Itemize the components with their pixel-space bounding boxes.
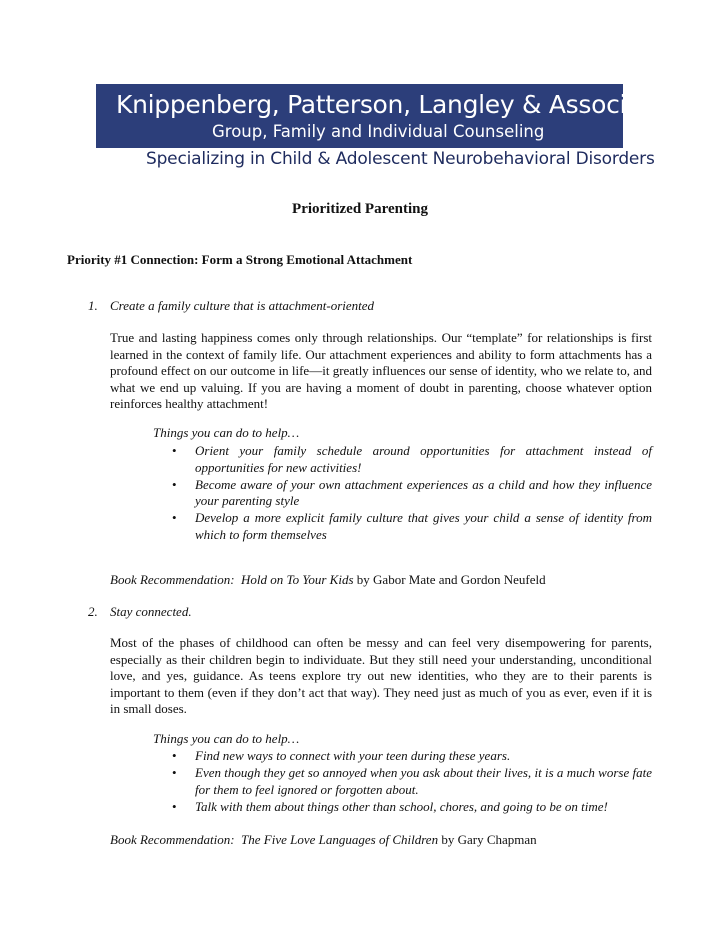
- firm-name: Knippenberg, Patterson, Langley & Associates: [116, 90, 679, 119]
- priority-heading: Priority #1 Connection: Form a Strong Emotional Attachment: [67, 252, 413, 267]
- list-item: • Develop a more explicit family culture that gives your child a sense of identity from which to form themselves: [172, 510, 652, 542]
- item-1-paragraph: True and lasting happiness comes only through relationships. Our “template” for relationships is first learned in the context of family life. Our attachment experiences and ability to form attachments has a profound effect on our outcome in life—it greatly influences our sense of identity, who we relate to, and what we end up valuing. If you are having a moment of doubt in parenting, choose whatever option reinforces healthy attachment!: [110, 330, 652, 411]
- item-2-number: 2.: [88, 604, 98, 619]
- firm-logo-banner: [96, 84, 679, 148]
- item-2-book-recommendation: [110, 832, 537, 848]
- firm-subtitle: Group, Family and Individual Counseling: [212, 122, 545, 141]
- list-item: • Find new ways to connect with your teen during these years.: [172, 748, 511, 763]
- bullet-icon: •: [172, 443, 177, 458]
- item-1-things-label: Things you can do to help…: [153, 425, 300, 440]
- item-1-bullet-list: [170, 443, 652, 544]
- item-2-things-label: Things you can do to help…: [153, 731, 300, 746]
- item-2-bullet-list: [170, 748, 652, 816]
- book-label: Book Recommendation:: [110, 832, 235, 847]
- book-title: The Five Love Languages of Children: [241, 832, 439, 847]
- item-2-heading: [88, 604, 192, 620]
- bullet-icon: •: [172, 798, 177, 814]
- item-1-book-recommendation: [110, 572, 546, 588]
- list-item: • Even though they get so annoyed when you ask about their lives, it is a much worse fate for them to feel ignored or forgotten about.: [172, 765, 652, 797]
- book-label: Book Recommendation:: [110, 572, 235, 587]
- item-1-number: 1.: [88, 298, 98, 313]
- bullet-icon: •: [172, 748, 177, 763]
- item-2-title: Stay connected.: [110, 604, 192, 619]
- list-item: • Become aware of your own attachment experiences as a child and how they influence your parenting style: [172, 476, 652, 508]
- item-1-title: Create a family culture that is attachment-oriented: [110, 298, 375, 313]
- list-item: • Orient your family schedule around opportunities for attachment instead of opportunities for new activities!: [172, 443, 652, 475]
- bullet-icon: •: [172, 765, 177, 780]
- bullet-icon: •: [172, 476, 177, 492]
- document-title: Prioritized Parenting: [292, 201, 428, 217]
- item-2-paragraph: Most of the phases of childhood can often be messy and can feel very disempowering for parents, especially as their children begin to individuate. But they still need your understanding, unconditional love, and yes, guidance. As teens explore try out new identities, who they are to their parents is important to them (even if they don’t act that way). They need just as much of you as ever, even if it is in small doses.: [110, 635, 652, 716]
- book-author: by Gary Chapman: [438, 832, 537, 847]
- book-author: by Gabor Mate and Gordon Neufeld: [353, 572, 546, 587]
- list-item: • Talk with them about things other than school, chores, and going to be on time!: [172, 798, 608, 814]
- firm-tagline: Specializing in Child & Adolescent Neurobehavioral Disorders: [146, 149, 655, 169]
- bullet-icon: •: [172, 510, 177, 525]
- book-title: Hold on To Your Kids: [241, 572, 354, 587]
- item-1-heading: [88, 298, 374, 314]
